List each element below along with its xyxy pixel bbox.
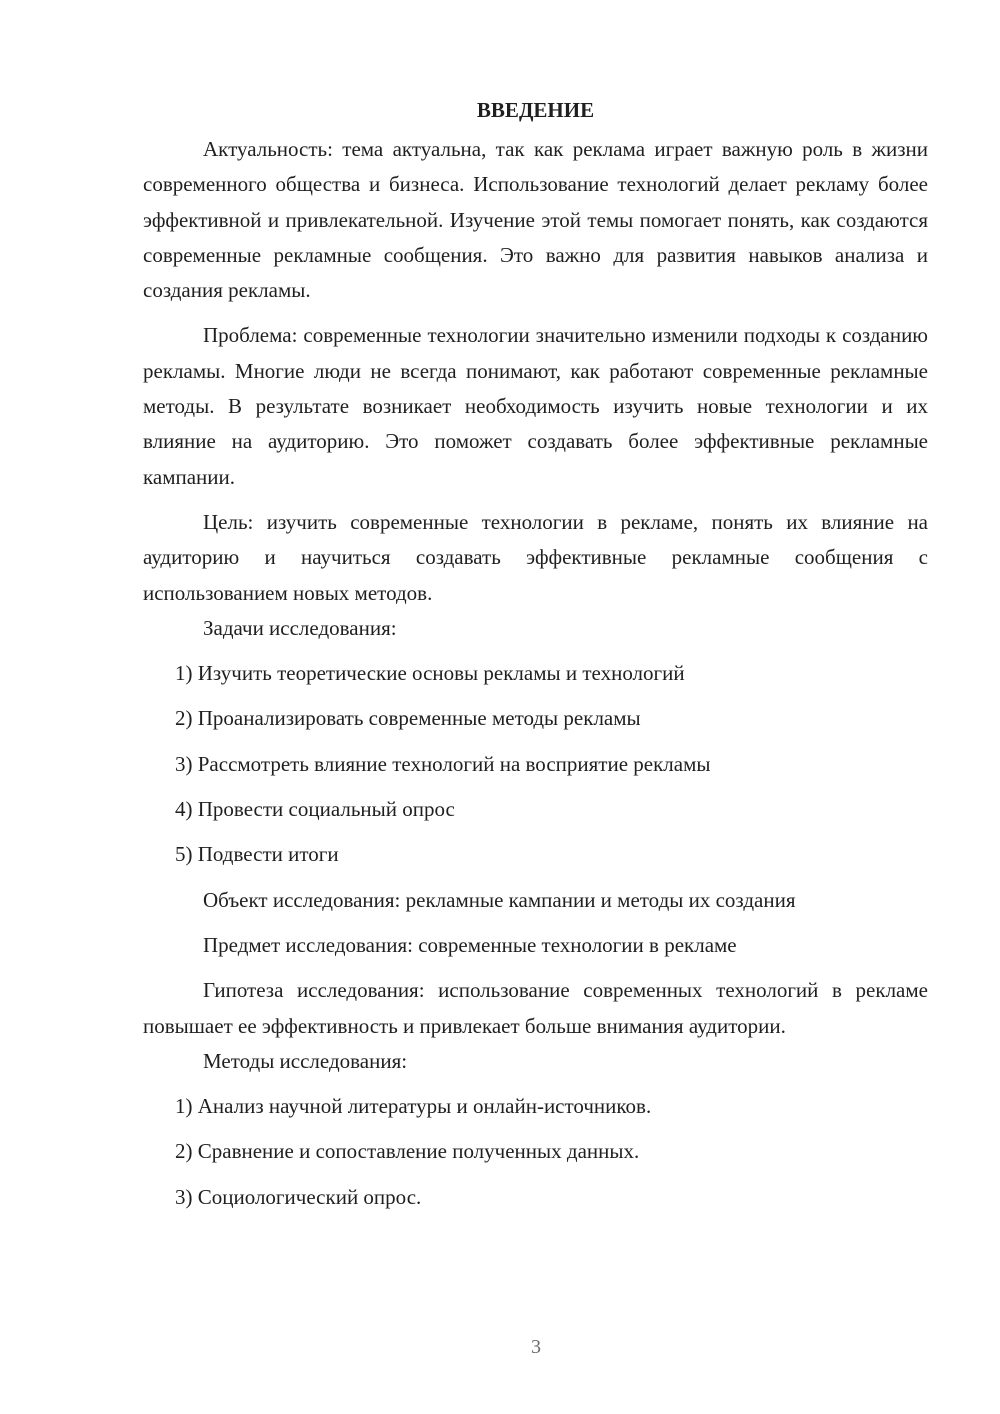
list-item: 2) Сравнение и сопоставление полученных данных.: [175, 1139, 640, 1164]
tasks-list: [143, 656, 928, 872]
problem-paragraph: Проблема: современные технологии значительно изменили подходы к созданию рекламы. Многие люди не всегда понимают, как работают современные рекламные методы. В результате возникает необходимость изучить новые технологии и их влияние на аудиторию. Это поможет создавать более эффективные рекламные кампании.: [143, 323, 928, 489]
research-object: Объект исследования: рекламные кампании и методы их создания: [203, 887, 796, 912]
relevance-paragraph: Актуальность: тема актуальна, так как реклама играет важную роль в жизни современного общества и бизнеса. Использование технологий делает рекламу более эффективной и привлекательной. Изучение этой темы помогает понять, как создаются современные рекламные сообщения. Это важно для развития навыков анализа и создания рекламы.: [143, 137, 928, 303]
document-page: [143, 92, 928, 1215]
list-item: 3) Рассмотреть влияние технологий на восприятие рекламы: [175, 751, 711, 776]
list-item: 5) Подвести итоги: [175, 842, 339, 867]
list-item: 1) Анализ научной литературы и онлайн-источников.: [175, 1094, 652, 1119]
section-title: ВВЕДЕНИЕ: [476, 98, 595, 122]
page-number: 3: [531, 1336, 541, 1358]
methods-list: [143, 1089, 928, 1215]
goal-paragraph: Цель: изучить современные технологии в рекламе, понять их влияние на аудиторию и научиться создавать эффективные рекламные сообщения с использованием новых методов.: [143, 509, 928, 605]
list-item: 1) Изучить теоретические основы рекламы и технологий: [175, 661, 685, 686]
hypothesis-paragraph: Гипотеза исследования: использование современных технологий в рекламе повышает ее эффективность и привлекает больше внимания аудитории.: [143, 978, 928, 1038]
tasks-heading: Задачи исследования:: [203, 615, 397, 640]
list-item: 4) Провести социальный опрос: [175, 797, 455, 822]
methods-heading: Методы исследования:: [203, 1048, 408, 1073]
research-subject: Предмет исследования: современные технологии в рекламе: [203, 932, 737, 957]
list-item: 2) Проанализировать современные методы рекламы: [175, 706, 641, 731]
list-item: 3) Социологический опрос.: [175, 1184, 422, 1209]
